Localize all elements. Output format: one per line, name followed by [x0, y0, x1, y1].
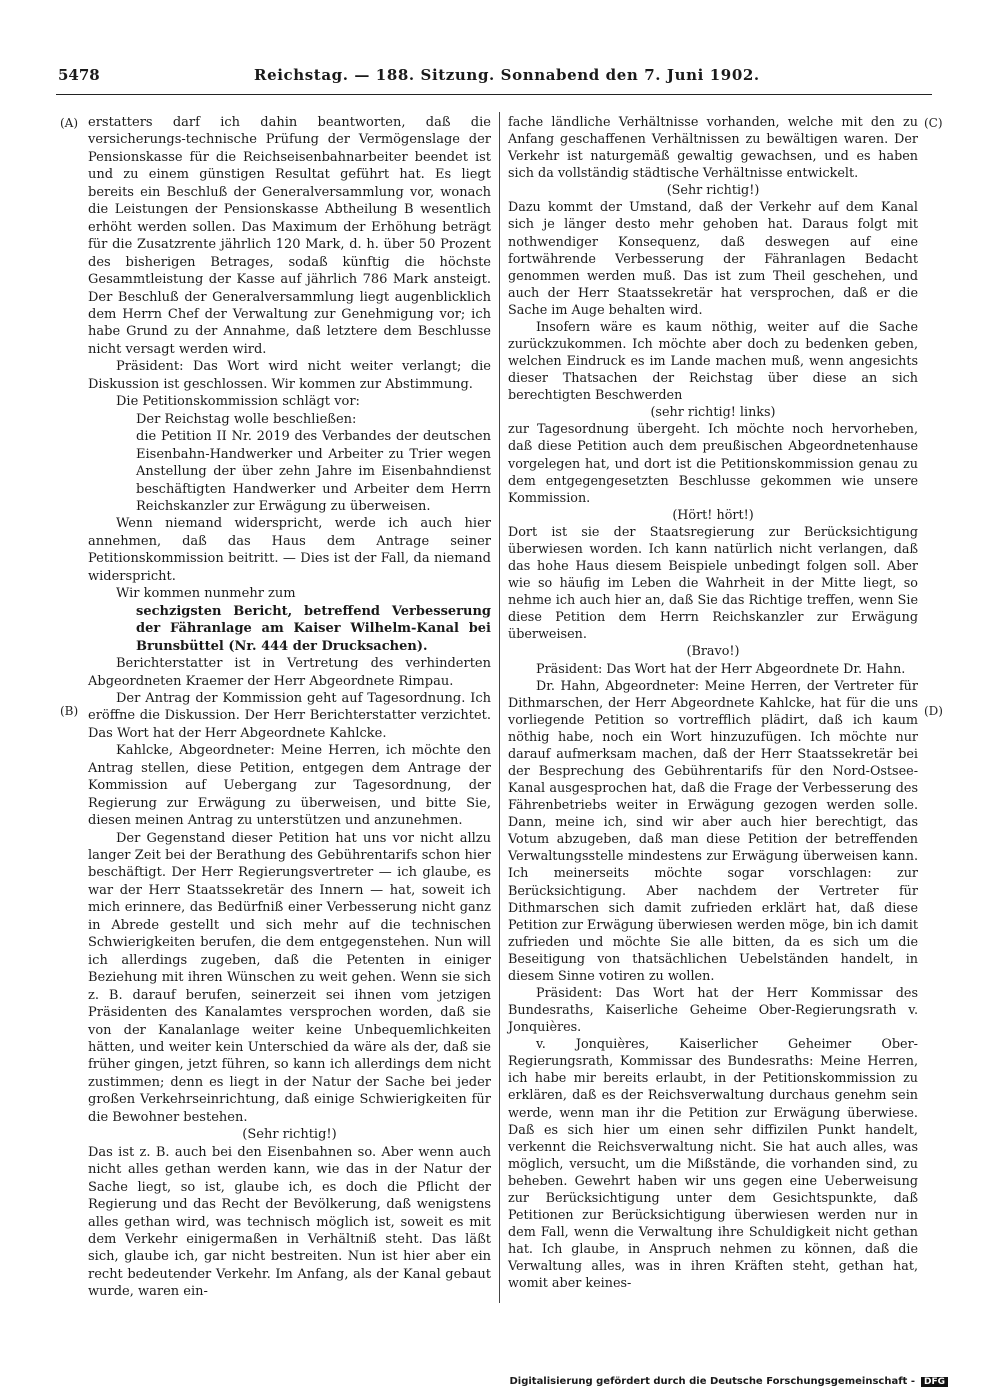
paragraph: erstatters darf ich dahin beantworten, daß die versicherungs-technische Prüfung der Vermögenslage der Pensionskasse für die Reichseisenbahnarbeiter beendet ist und zu einem günstigen Resultat geführt hat. Es liegt bereits ein Beschluß der Generalversammlung vor, wonach die Leistungen der Pensionskasse Abtheilung B wesentlich erhöht werden sollen. Das Maximum der Erhöhung beträgt für die Zusatzrente jährlich 120 Mark, d. h. über 50 Prozent des bisherigen Betrages, sodaß künftig die höchste Gesammtleistung der Kasse auf jährlich 786 Mark ansteigt. Der Beschluß der Generalversammlung liegt augenblicklich dem Herrn Chef der Verwaltung zur Genehmigung vor; ich habe Grund zu der Annahme, daß letztere dem Beschlusse nicht versagt werden wird.: [88, 115, 491, 357]
digitization-credit: [509, 1376, 948, 1387]
interjection: (sehr richtig! links): [650, 405, 776, 421]
paragraph: Dort ist sie der Staatsregierung zur Berücksichtigung überwiesen worden. Ich kann natürlich nicht verlangen, daß das hohe Haus diesem Beispiele unbedingt folgen soll. Aber wie so häufig im Leben die Wahrheit in der Mitte liegt, so nehme ich auch hier an, daß Sie das Richtige treffen, wenn Sie diese Petition dem Herrn Reichskanzler zur Erwägung überweisen.: [508, 524, 918, 643]
paragraph: fache ländliche Verhältnisse vorhanden, welche mit den zu Anfang geschaffenen Verhältnissen zu bewältigen waren. Der Verkehr ist naturgemäß gewaltig gewachsen, und es haben sich da vollständig städtische Verhältnisse entwickelt.: [508, 115, 918, 182]
paragraph: Das ist z. B. auch bei den Eisenbahnen so. Aber wenn auch nicht alles gethan werden kann, wie das in der Natur der Sache liegt, so ist, glaube ich, es doch die Pflicht der Regierung und das Recht der Bevölkerung, daß wenigstens alles gethan wird, was technisch möglich ist, soweit es mit dem Verkehr einigermaßen in Verhältniß steht. Das läßt sich, glaube ich, gar nicht bestreiten. Nun ist hier aber ein recht bedeutender Verkehr. Im Anfang, als der Kanal gebaut wurde, waren ein-: [88, 1144, 491, 1300]
column-divider: [499, 112, 500, 1303]
margin-marker-b: (B): [60, 704, 79, 718]
paragraph: Präsident: Das Wort wird nicht weiter verlangt; die Diskussion ist geschlossen. Wir kommen zur Abstimmung.: [88, 359, 491, 392]
right-column: [508, 114, 918, 1292]
running-title: Reichstag. — 188. Sitzung. Sonnabend den 7. Juni 1902.: [254, 66, 760, 84]
header-rule: [56, 94, 932, 95]
interjection: (Hört! hört!): [672, 507, 754, 523]
paragraph: Wenn niemand widerspricht, werde ich auch hier annehmen, daß das Haus dem Antrage seiner Petitionskommission beitritt. — Dies ist der Fall, da niemand widerspricht.: [88, 516, 491, 584]
credit-text: Digitalisierung gefördert durch die Deutsche Forschungsgemeinschaft -: [509, 1376, 915, 1387]
paragraph: Berichterstatter ist in Vertretung des verhinderten Abgeordneten Kraemer der Herr Abgeordnete Rimpau.: [88, 656, 491, 689]
interjection: (Bravo!): [686, 644, 740, 660]
margin-marker-c: (C): [924, 116, 943, 130]
paragraph: Die Petitionskommission schlägt vor:: [116, 394, 360, 410]
paragraph: Der Reichstag wolle beschließen:: [136, 411, 357, 427]
paragraph: Wir kommen nunmehr zum: [116, 586, 296, 602]
margin-marker-a: (A): [60, 116, 79, 130]
page-header: [54, 66, 932, 92]
report-title: sechzigsten Bericht, betreffend Verbesserung der Fähranlage am Kaiser Wilhelm-Kanal bei Brunsbüttel (Nr. 444 der Drucksachen).: [136, 603, 491, 654]
paragraph: Dazu kommt der Umstand, daß der Verkehr auf dem Kanal sich je länger desto mehr gehoben hat. Daraus folgt mit nothwendiger Konsequenz, daß deswegen auf eine fortwährende Verbesserung der Fähranlagen Bedacht genommen werden muß. Das ist zum Theil geschehen, und auch der Herr Staatssekretär hat versprochen, daß er die Sache im Auge behalten wird.: [508, 200, 918, 318]
paragraph: Der Antrag der Kommission geht auf Tagesordnung. Ich eröffne die Diskussion. Der Herr Berichterstatter verzichtet. Das Wort hat der Herr Abgeordnete Kahlcke.: [88, 690, 491, 741]
motion-text: die Petition II Nr. 2019 des Verbandes der deutschen Eisenbahn-Handwerker und Arbeiter zu Trier wegen Anstellung der über zehn Jahre im Eisenbahndienst beschäftigten Handwerker und Arbeiter dem Herrn Reichskanzler zur Erwägung zu überweisen.: [136, 429, 491, 514]
paragraph: Dr. Hahn, Abgeordneter: Meine Herren, der Vertreter für Dithmarschen, der Herr Abgeordnete Kahlcke, hat für die uns vorliegende Petition so vortrefflich plädirt, daß ich kaum nöthig habe, noch ein Wort hinzuzufügen. Ich möchte nur darauf aufmerksam machen, daß der Herr Staatssekretär bei der Besprechung des Gebührentarifs für den Nord-Ostsee-Kanal ausgesprochen hat, daß die Frage der Verbesserung des Fährenbetriebs weiter in Erwägung gezogen werden solle. Dann, meine ich, sind wir aber auch hier berechtigt, das Votum abzugeben, daß man diese Petition der betreffenden Verwaltungsstelle mindestens zur Erwägung überweisen kann. Ich meinerseits möchte sogar vorschlagen: zur Berücksichtigung. Aber nachdem der Vertreter für Dithmarschen sich damit zufrieden erklärt hat, daß diese Petition zur Erwägung überwiesen werden möge, bin ich damit zufrieden und möchte Sie alle bitten, da es sich um die Beseitigung von thatsächlichen Uebelständen handelt, in diesem Sinne votiren zu wollen.: [508, 678, 918, 984]
paragraph: Präsident: Das Wort hat der Herr Abgeordnete Dr. Hahn.: [536, 661, 906, 677]
paragraph: zur Tagesordnung übergeht. Ich möchte noch hervorheben, daß diese Petition auch dem preußischen Abgeordnetenhause vorgelegen hat, und dort ist die Petitionskommission genau zu dem entgegengesetzten Beschlusse gekommen wie unsere Kommission.: [508, 422, 918, 506]
paragraph: v. Jonquières, Kaiserlicher Geheimer Ober-Regierungsrath, Kommissar des Bundesraths: Meine Herren, ich habe mir bereits erlaubt, in der Petitionskommission zu erklären, daß es der Reichsverwaltung durchaus genehm sein werde, wenn man ihr die Petition zur Erwägung überwiese. Daß es sich hier um einen sehr diffizilen Punkt handelt, verkennt die Reichsverwaltung nicht. Sie hat auch alles, was möglich, versucht, um die Mißstände, die vorhanden sind, zu beheben. Gewehrt haben wir uns gegen eine Ueberweisung zur Berücksichtigung unter dem Gesichtspunkte, daß Petitionen zur Berücksichtigung überwiesen werden nur in dem Fall, wenn die Verwaltung ihre Schuldigkeit nicht gethan hat. Ich glaube, in Anspruch nehmen zu können, daß die Verwaltung alles, was in ihren Kräften steht, gethan hat, womit aber keines-: [508, 1037, 918, 1292]
page-number: 5478: [58, 66, 100, 84]
margin-marker-d: (D): [924, 704, 943, 718]
paragraph: Kahlcke, Abgeordneter: Meine Herren, ich möchte den Antrag stellen, diese Petition, entgegen dem Antrage der Kommission auf Uebergang zur Tagesordnung, der Regierung zur Erwägung zu überweisen, und bitte Sie, diesen meinen Antrag zu unterstützen und anzunehmen.: [88, 743, 491, 829]
paragraph: Insofern wäre es kaum nöthig, weiter auf die Sache zurückzukommen. Ich möchte aber doch zu bedenken geben, welchen Eindruck es im Lande machen muß, wenn angesichts dieser Thatsachen der Reichstag über diese an sich berechtigten Beschwerden: [508, 319, 918, 404]
paragraph: Der Gegenstand dieser Petition hat uns vor nicht allzu langer Zeit bei der Berathung des Gebührentarifs schon hier beschäftigt. Der Herr Regierungsvertreter — ich glaube, es war der Herr Staatssekretär des Innern — hat, soweit ich mich erinnere, das Bedürfniß einer Verbesserung nicht ganz in Abrede gestellt und sich mehr auf die technischen Schwierigkeiten berufen, die dem entgegenstehen. Nun will ich allerdings zugeben, daß die Petenten in einiger Beziehung mit ihren Wünschen zu weit gehen. Wenn sie sich z. B. darauf berufen, seinerzeit sei ihnen vom jetzigen Präsidenten des Kanalamtes versprochen worden, daß sie von der Kanalanlage weiter keine Unbequemlichkeiten hätten, und weiter kein Unterschied da wäre als der, daß sie früher gingen, jetzt führen, so kann ich allerdings dem nicht zustimmen; denn es liegt in der Natur der Sache bei jeder großen Verkehrseinrichtung, daß einige Schwierigkeiten für die Bewohner bestehen.: [88, 830, 491, 1125]
interjection: (Sehr richtig!): [242, 1127, 337, 1143]
interjection: (Sehr richtig!): [666, 183, 760, 199]
dfg-logo: DFG: [921, 1377, 948, 1387]
paragraph: Präsident: Das Wort hat der Herr Kommissar des Bundesraths, Kaiserliche Geheime Ober-Regierungsrath v. Jonquières.: [508, 985, 918, 1036]
left-column: [88, 114, 491, 1301]
